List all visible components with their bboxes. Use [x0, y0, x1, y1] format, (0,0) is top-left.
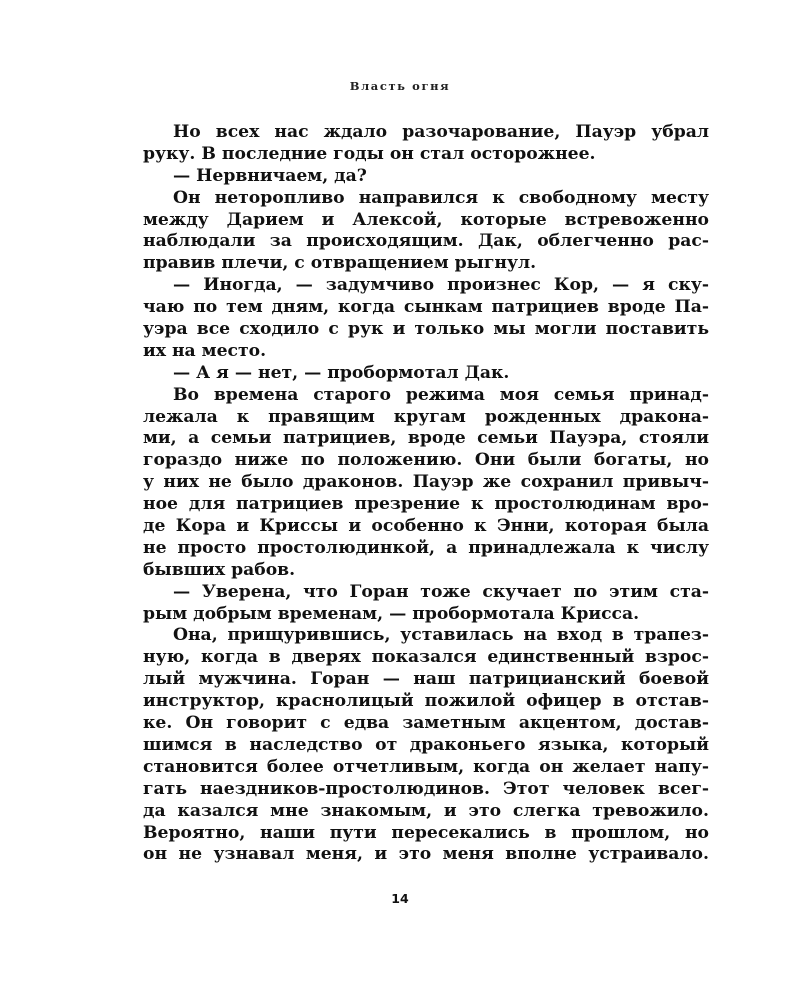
- text-line: ное для патрициев презрение к простолюдинам вро-: [143, 494, 709, 515]
- text-line: Во времена старого режима моя семья принад-: [173, 384, 709, 405]
- text-line: чаю по тем дням, когда сынкам патрициев вроде Па-: [143, 297, 709, 318]
- page-number: 14: [391, 891, 409, 906]
- body-text: [143, 122, 709, 866]
- text-line: Он неторопливо направился к свободному месту: [173, 187, 709, 208]
- text-line: у них не было драконов. Пауэр же сохранил привыч-: [143, 472, 709, 493]
- text-line: шимся в наследство от драконьего языка, который: [143, 734, 709, 755]
- text-line: де Кора и Криссы и особенно к Энни, которая была: [143, 516, 709, 537]
- text-line: Вероятно, наши пути пересекались в прошлом, но: [143, 822, 709, 843]
- text-line: гораздо ниже по положению. Они были богаты, но: [143, 450, 709, 471]
- text-line: не просто простолюдинкой, а принадлежала к числу: [143, 537, 709, 558]
- text-line: правив плечи, с отвращением рыгнул.: [143, 253, 537, 274]
- text-line: становится более отчетливым, когда он желает напу-: [143, 756, 709, 777]
- text-line: да казался мне знакомым, и это слегка тревожило.: [143, 800, 709, 821]
- running-head: Власть огня: [349, 79, 451, 93]
- text-line: он не узнавал меня, и это меня вполне устраивало.: [143, 844, 709, 865]
- text-line: между Дарием и Алексой, которые встревоженно: [143, 209, 709, 230]
- text-line: — Уверена, что Горан тоже скучает по этим ста-: [173, 581, 709, 602]
- text-line: — Нервничаем, да?: [173, 165, 367, 186]
- text-line: Но всех нас ждало разочарование, Пауэр убрал: [173, 122, 709, 142]
- text-line: их на место.: [143, 340, 267, 361]
- text-line: инструктор, краснолицый пожилой офицер в отстав-: [143, 691, 709, 712]
- text-line: гать наездников-простолюдинов. Этот человек всег-: [143, 778, 709, 799]
- text-line: лый мужчина. Горан — наш патрицианский боевой: [143, 669, 709, 690]
- text-line: ми, а семьи патрициев, вроде семьи Пауэра, стояли: [143, 428, 709, 449]
- text-line: ную, когда в дверях показался единственный взрос-: [143, 647, 709, 668]
- text-line: Она, прищурившись, уставилась на вход в трапез-: [173, 625, 709, 646]
- text-line: уэра все сходило с рук и только мы могли поставить: [143, 319, 709, 340]
- text-line: лежала к правящим кругам рожденных дракона-: [143, 406, 709, 427]
- text-line: рым добрым временам, — пробормотала Крисса.: [143, 603, 640, 624]
- text-line: наблюдали за происходящим. Дак, облегченно рас-: [143, 231, 709, 252]
- text-line: ке. Он говорит с едва заметным акцентом, достав-: [143, 713, 709, 734]
- text-line: руку. В последние годы он стал осторожнее.: [143, 143, 596, 164]
- text-line: бывших рабов.: [143, 559, 296, 580]
- text-line: — Иногда, — задумчиво произнес Кор, — я ску-: [173, 275, 709, 296]
- text-line: — А я — нет, — пробормотал Дак.: [173, 362, 510, 383]
